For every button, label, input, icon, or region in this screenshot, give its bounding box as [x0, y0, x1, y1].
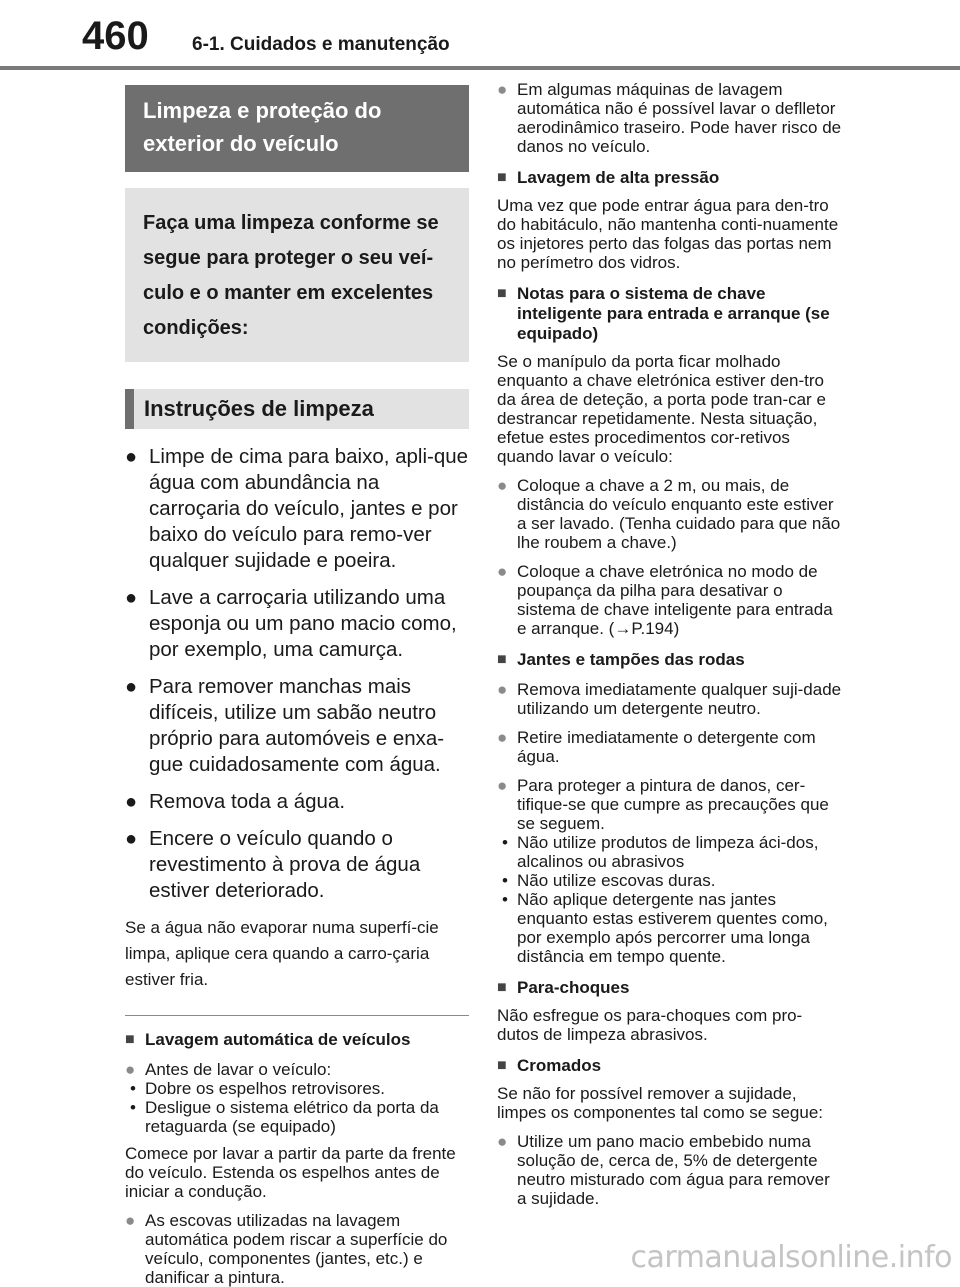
- circle-bullet-icon: ●: [497, 1132, 508, 1151]
- square-icon: ■: [497, 979, 507, 996]
- square-icon: ■: [497, 169, 507, 186]
- smartkey-heading: ■ Notas para o sistema de chave inteligente para entrada e arranque (se equipado): [497, 284, 830, 343]
- chrome-paragraph: Se não for possível remover a sujidade, limpes os componentes tal como se segue:: [497, 1084, 824, 1122]
- bullet-icon: ●: [125, 446, 138, 468]
- square-icon: ■: [497, 651, 507, 668]
- section-title: Instruções de limpeza: [125, 389, 469, 429]
- list-item: ● Para remover manchas mais difíceis, utilize um sabão neutro próprio para automóveis e enxa-gue cuidadosamente com água.: [125, 675, 445, 776]
- dot-icon: •: [502, 890, 508, 909]
- list-item: ● Coloque a chave eletrónica no modo de poupança da pilha para desativar o sistema de chave inteligente para entrada e arranque. (→P.194): [497, 562, 833, 638]
- list-item: ● Remova toda a água.: [125, 790, 346, 813]
- dot-icon: •: [130, 1079, 136, 1098]
- list-item: ● Lave a carroçaria utilizando uma esponja ou um pano macio como, por exemplo, uma camurça.: [125, 586, 457, 661]
- highpressure-heading: ■ Lavagem de alta pressão: [497, 168, 720, 187]
- list-item: ● Retire imediatamente o detergente com água.: [497, 728, 816, 766]
- cleaning-steps: [125, 444, 469, 904]
- list-item: ● Para proteger a pintura de danos, cer-tifique-se que cumpre as precauções que se seguem.: [497, 776, 829, 833]
- list-item: ● Utilize um pano macio embebido numa solução de, cerca de, 5% de detergente neutro misturado com água para remover a sujidade.: [497, 1132, 830, 1208]
- watermark: carmanualsonline.info: [630, 1240, 952, 1275]
- circle-bullet-icon: ●: [497, 80, 508, 99]
- highpressure-paragraph: Uma vez que pode entrar água para den-tro do habitáculo, não mantenha conti-nuamente os injetores perto das folgas das portas nem no perímetro dos vidros.: [497, 196, 839, 272]
- list-item: • Não utilize produtos de limpeza áci-dos, alcalinos ou abrasivos: [502, 833, 819, 871]
- carwash-heading: ■ Lavagem automática de veículos: [125, 1030, 411, 1049]
- bumpers-heading: ■ Para-choques: [497, 978, 630, 997]
- list-item: • Desligue o sistema elétrico da porta da retaguarda (se equipado): [130, 1098, 439, 1136]
- page-number: 460: [82, 14, 149, 58]
- bullet-icon: ●: [125, 587, 138, 609]
- square-icon: ■: [497, 1057, 507, 1074]
- circle-bullet-icon: ●: [497, 680, 508, 699]
- circle-bullet-icon: ●: [497, 728, 508, 747]
- list-item: ● Encere o veículo quando o revestimento à prova de água estiver deteriorado.: [125, 827, 421, 902]
- wheels-heading: ■ Jantes e tampões das rodas: [497, 650, 745, 669]
- intro-box: Faça uma limpeza conforme se segue para proteger o seu veí-culo e o manter em excelentes condições:: [125, 188, 469, 362]
- carwash-paragraph: Comece por lavar a partir da parte da frente do veículo. Estenda os espelhos antes de iniciar a condução.: [125, 1144, 456, 1201]
- bullet-icon: ●: [125, 676, 138, 698]
- circle-bullet-icon: ●: [497, 776, 508, 795]
- chapter-title: 6-1. Cuidados e manutenção: [192, 34, 450, 55]
- list-item: • Não aplique detergente nas jantes enquanto estas estiverem quentes como, por exemplo após percorrer uma longa distância em tempo quente.: [502, 890, 828, 966]
- square-icon: ■: [125, 1031, 135, 1048]
- smartkey-paragraph: Se o manípulo da porta ficar molhado enquanto a chave eletrónica estiver den-tro da área de deteção, a porta pode tran-car e destrancar repetidamente. Nesta situação, efetue estes procedimentos cor-retivos quando lavar o veículo:: [497, 352, 826, 466]
- bullet-icon: ●: [125, 791, 138, 813]
- header-rule: [0, 66, 960, 70]
- square-icon: ■: [497, 285, 507, 302]
- list-item: ● As escovas utilizadas na lavagem automática podem riscar a superfície do veículo, componentes (jantes, etc.) e danificar a pintura.: [125, 1211, 448, 1287]
- circle-bullet-icon: ●: [125, 1060, 136, 1079]
- right-column: [497, 80, 842, 1208]
- list-item: ● Em algumas máquinas de lavagem automática não é possível lavar o deflletor aerodinâmico traseiro. Pode haver risco de danos no veículo.: [497, 80, 842, 156]
- list-item: • Dobre os espelhos retrovisores.: [130, 1079, 386, 1098]
- dot-icon: •: [502, 871, 508, 890]
- wax-note: Se a água não evaporar numa superfí-cie limpa, aplique cera quando a carro-çaria estiver fria.: [125, 918, 439, 989]
- dot-icon: •: [130, 1098, 136, 1117]
- circle-bullet-icon: ●: [125, 1211, 136, 1230]
- list-item: ● Remova imediatamente qualquer suji-dade utilizando um detergente neutro.: [497, 680, 842, 718]
- bumpers-paragraph: Não esfregue os para-choques com pro-dutos de limpeza abrasivos.: [497, 1006, 803, 1044]
- chrome-heading: ■ Cromados: [497, 1056, 602, 1075]
- dot-icon: •: [502, 833, 508, 852]
- circle-bullet-icon: ●: [497, 562, 508, 581]
- page-header: [0, 0, 960, 70]
- list-item: ● Antes de lavar o veículo:: [125, 1060, 332, 1079]
- circle-bullet-icon: ●: [497, 476, 508, 495]
- left-column: [125, 85, 469, 1287]
- bullet-icon: ●: [125, 828, 138, 850]
- title-box: Limpeza e proteção do exterior do veículo: [125, 85, 469, 172]
- divider: [125, 1015, 469, 1016]
- list-item: • Não utilize escovas duras.: [502, 871, 716, 890]
- list-item: ● Limpe de cima para baixo, apli-que água com abundância na carroçaria do veículo, jantes e por baixo do veículo para remo-ver qualquer sujidade e poeira.: [125, 445, 469, 572]
- list-item: ● Coloque a chave a 2 m, ou mais, de distância do veículo enquanto este estiver a ser lavado. (Tenha cuidado para que não lhe roubem a chave.): [497, 476, 841, 552]
